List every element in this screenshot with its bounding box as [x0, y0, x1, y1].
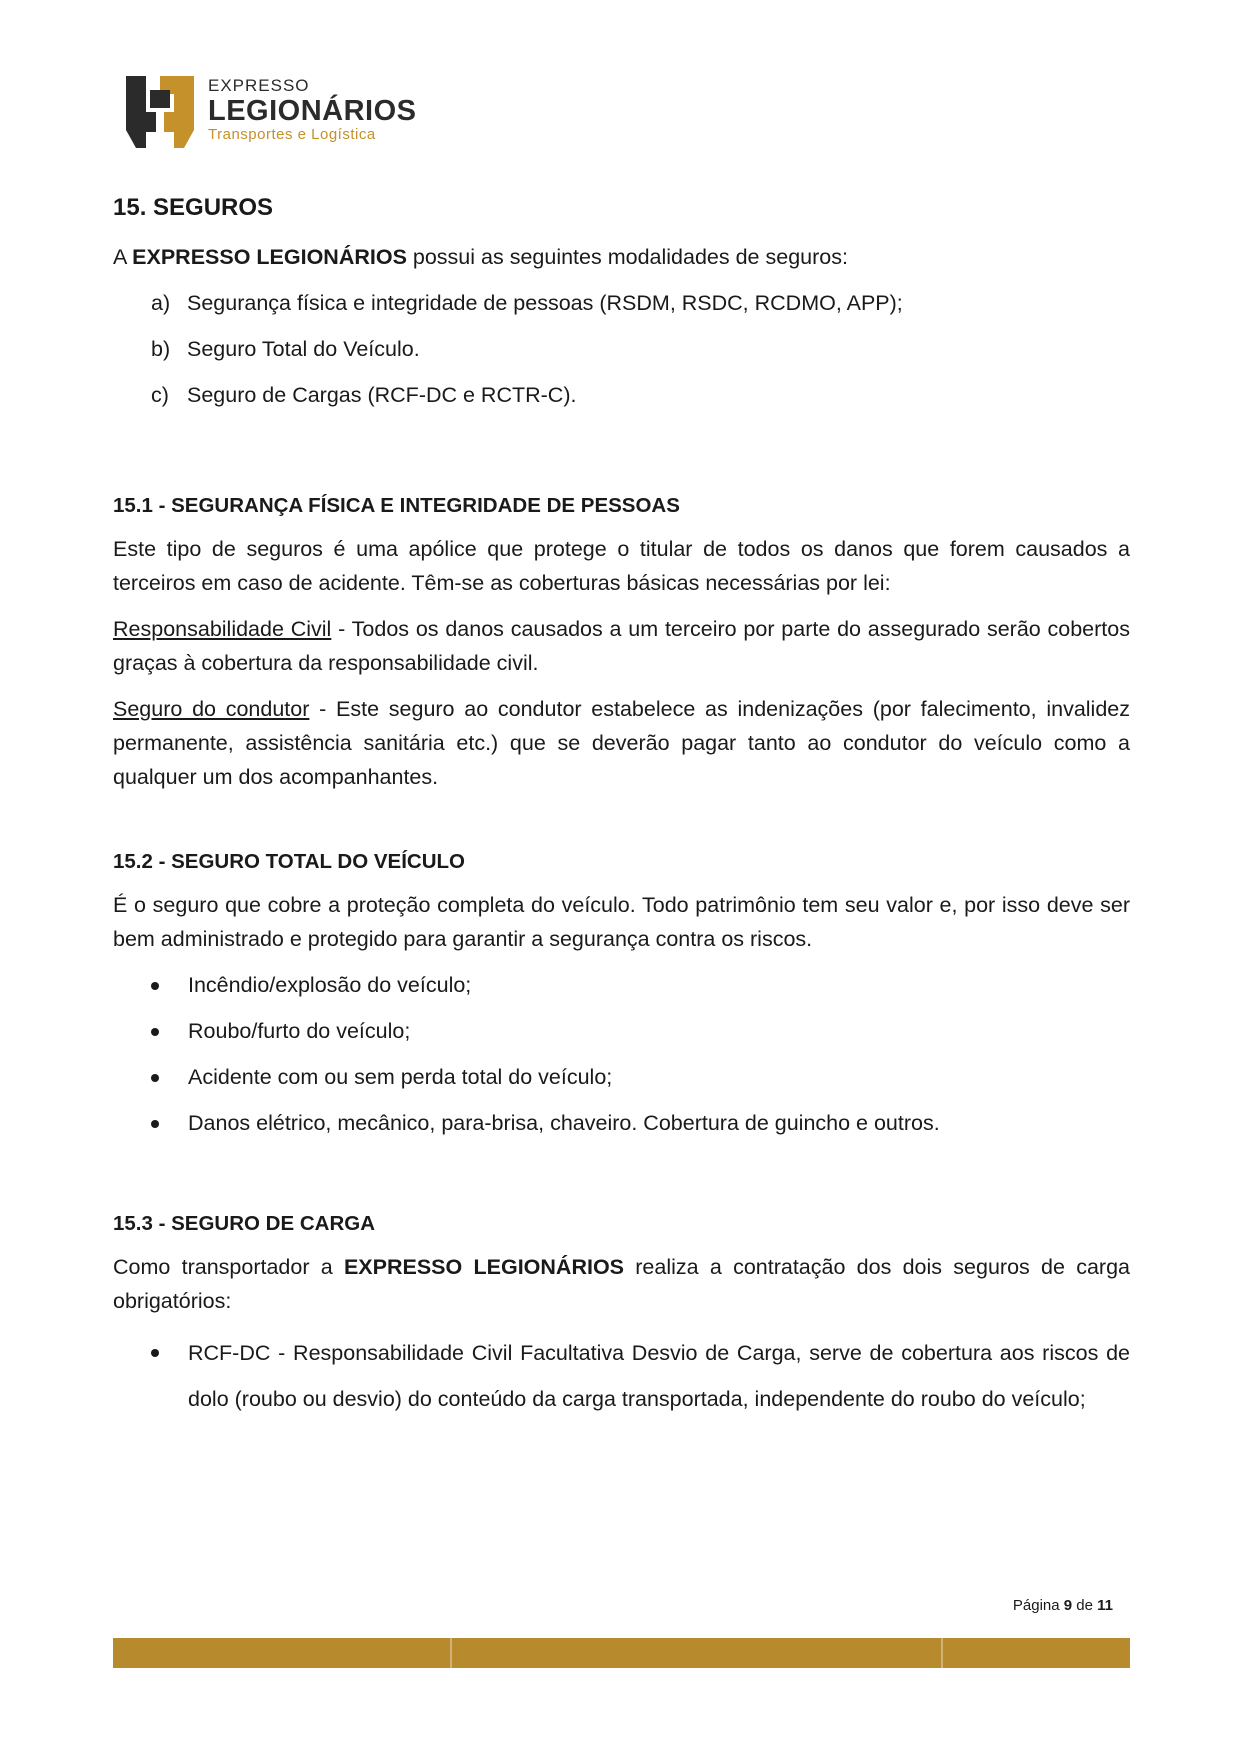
list-item: Acidente com ou sem perda total do veículo;	[113, 1060, 1130, 1094]
bullet-icon	[151, 1028, 159, 1036]
section-15-title: 15. SEGUROS	[113, 194, 274, 221]
vehicle-coverage-list	[113, 968, 1130, 1140]
footer-divider	[941, 1638, 943, 1668]
list-item: Roubo/furto do veículo;	[113, 1014, 1130, 1048]
section-15-2-title: 15.2 - SEGURO TOTAL DO VEÍCULO	[113, 850, 465, 873]
driver-insurance-term: Seguro do condutor	[113, 697, 310, 721]
logo-line-expresso: EXPRESSO	[208, 76, 310, 95]
list-item: c) Seguro de Cargas (RCF-DC e RCTR-C).	[151, 383, 577, 407]
insurance-types-list	[113, 286, 1130, 412]
bullet-icon	[151, 1120, 159, 1128]
civil-liability-term: Responsabilidade Civil	[113, 617, 332, 641]
civil-liability-paragraph: Responsabilidade Civil - Todos os danos causados a um terceiro por parte do assegurado serão cobertos graças à cobertura da responsabilidade civil.	[113, 617, 1130, 675]
list-item: b) Seguro Total do Veículo.	[151, 337, 420, 361]
helmet-logo-icon	[122, 74, 198, 150]
footer-divider	[450, 1638, 452, 1668]
logo-tagline: Transportes e Logística	[208, 126, 376, 143]
section-15-intro: A EXPRESSO LEGIONÁRIOS possui as seguintes modalidades de seguros:	[113, 245, 848, 269]
section-15-1-paragraph: Este tipo de seguros é uma apólice que protege o titular de todos os danos que forem causados a terceiros em caso de acidente. Têm-se as coberturas básicas necessárias por lei:	[113, 537, 1130, 595]
section-15-3-title: 15.3 - SEGURO DE CARGA	[113, 1212, 375, 1235]
list-item: RCF-DC - Responsabilidade Civil Facultativa Desvio de Carga, serve de cobertura aos riscos de dolo (roubo ou desvio) do conteúdo da carga transportada, independente do roubo do veículo;	[113, 1330, 1130, 1422]
section-15-2-paragraph: É o seguro que cobre a proteção completa do veículo. Todo patrimônio tem seu valor e, por isso deve ser bem administrado e protegido para garantir a segurança contra os riscos.	[113, 893, 1130, 951]
list-item: Incêndio/explosão do veículo;	[113, 968, 1130, 1002]
section-15-1-title: 15.1 - SEGURANÇA FÍSICA E INTEGRIDADE DE PESSOAS	[113, 494, 680, 517]
document-body	[113, 190, 1130, 1434]
bullet-icon	[151, 1349, 159, 1357]
driver-insurance-paragraph: Seguro do condutor - Este seguro ao condutor estabelece as indenizações (por falecimento, invalidez permanente, assistência sanitária etc.) que se deverão pagar tanto ao condutor do veículo como a qualquer um dos acompanhantes.	[113, 697, 1130, 789]
section-15-3-paragraph: Como transportador a EXPRESSO LEGIONÁRIOS realiza a contratação dos dois seguros de carga obrigatórios:	[113, 1255, 1130, 1313]
company-name-bold: EXPRESSO LEGIONÁRIOS	[132, 245, 407, 269]
bullet-icon	[151, 1074, 159, 1082]
page-number: Página 9 de 11	[1012, 1597, 1113, 1614]
list-item: a) Segurança física e integridade de pessoas (RSDM, RSDC, RCDMO, APP);	[151, 291, 903, 315]
company-name-bold: EXPRESSO LEGIONÁRIOS	[343, 1255, 625, 1279]
logo-line-legionarios: LEGIONÁRIOS	[208, 95, 417, 127]
bullet-icon	[151, 982, 159, 990]
list-item: Danos elétrico, mecânico, para-brisa, chaveiro. Cobertura de guincho e outros.	[113, 1106, 1130, 1140]
footer-bar	[113, 1638, 1130, 1668]
cargo-insurance-list	[113, 1330, 1130, 1422]
company-logo	[122, 74, 417, 150]
